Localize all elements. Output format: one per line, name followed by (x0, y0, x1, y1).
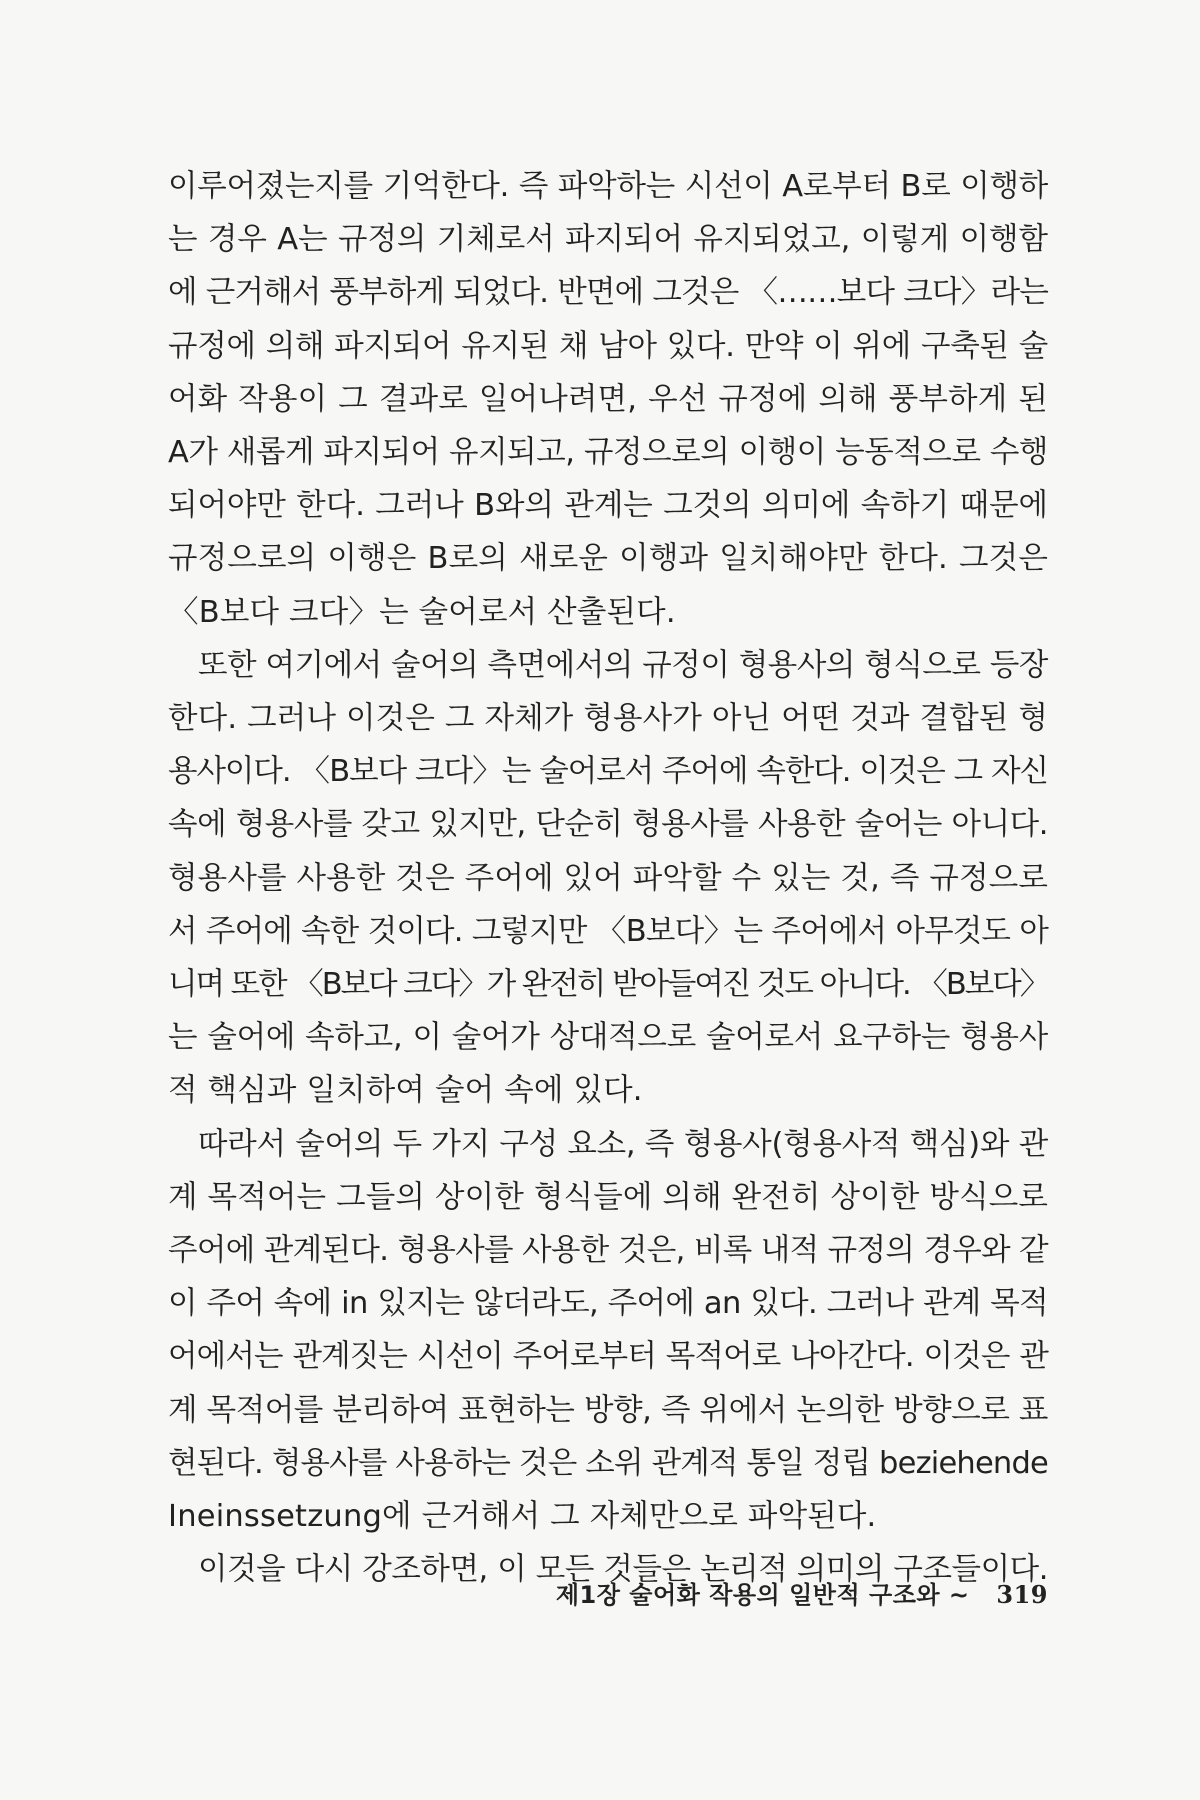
text-line: 이루어졌는지를 기억한다. 즉 파악하는 시선이 A로부터 B로 이행하 (168, 169, 1048, 204)
text-line: 이것을 다시 강조하면, 이 모든 것들은 논리적 의미의 구조들이다. (198, 1552, 1048, 1588)
text-line: 규정으로의 이행은 B로의 새로운 이행과 일치해야만 한다. 그것은 (168, 541, 1048, 577)
text-line: 적 핵심과 일치하여 술어 속에 있다. (168, 1073, 643, 1109)
text-line: A가 새롭게 파지되어 유지되고, 규정으로의 이행이 능동적으로 수행 (168, 435, 1048, 471)
text-line: 니며 또한 〈B보다 크다〉가 완전히 받아들여진 것도 아니다. 〈B보다〉 (168, 967, 1049, 1003)
text-line: 는 경우 A는 규정의 기체로서 파지되어 유지되었고, 이렇게 이행함 (168, 222, 1048, 258)
paragraph (168, 1118, 1048, 1544)
text-line: 어에서는 관계짓는 시선이 주어로부터 목적어로 나아간다. 이것은 관 (168, 1339, 1048, 1375)
text-line: 는 술어에 속하고, 이 술어가 상대적으로 술어로서 요구하는 형용사 (168, 1020, 1048, 1056)
text-line: 한다. 그러나 이것은 그 자체가 형용사가 아닌 어떤 것과 결합된 형 (168, 701, 1049, 737)
text-line: 규정에 의해 파지되어 유지된 채 남아 있다. 만약 이 위에 구축된 술 (168, 328, 1048, 364)
text-line: 이 주어 속에 in 있지는 않더라도, 주어에 an 있다. 그러나 관계 목적 (168, 1286, 1048, 1322)
text-line: 따라서 술어의 두 가지 구성 요소, 즉 형용사(형용사적 핵심)와 관 (198, 1126, 1048, 1162)
page-number: 319 (996, 1580, 1048, 1609)
text-line: 계 목적어를 분리하여 표현하는 방향, 즉 위에서 논의한 방향으로 표 (168, 1392, 1048, 1428)
text-line: 주어에 관계된다. 형용사를 사용한 것은, 비록 내적 규정의 경우와 같 (168, 1233, 1048, 1269)
text-line: 〈B보다 크다〉는 술어로서 산출된다. (168, 594, 676, 630)
text-line: 어화 작용이 그 결과로 일어나려면, 우선 규정에 의해 풍부하게 된 (168, 381, 1048, 417)
text-line: 계 목적어는 그들의 상이한 형식들에 의해 완전히 상이한 방식으로 (168, 1179, 1049, 1215)
text-line: 서 주어에 속한 것이다. 그렇지만 〈B보다〉는 주어에서 아무것도 아 (168, 913, 1048, 949)
text-line: 속에 형용사를 갖고 있지만, 단순히 형용사를 사용한 술어는 아니다. (168, 807, 1048, 843)
text-line: 되어야만 한다. 그러나 B와의 관계는 그것의 의미에 속하기 때문에 (168, 488, 1048, 524)
paragraph (168, 160, 1048, 639)
page-footer (168, 1575, 1048, 1610)
text-line: 형용사를 사용한 것은 주어에 있어 파악할 수 있는 것, 즉 규정으로 (168, 860, 1049, 896)
text-line: Ineinssetzung에 근거해서 그 자체만으로 파악된다. (168, 1499, 877, 1535)
text-line: 현된다. 형용사를 사용하는 것은 소위 관계적 통일 정립 beziehende (168, 1445, 1048, 1481)
text-line: 용사이다. 〈B보다 크다〉는 술어로서 주어에 속한다. 이것은 그 자신 (168, 754, 1048, 790)
running-head: 제1장 술어화 작용의 일반적 구조와 ~ (555, 1581, 970, 1609)
body-text (168, 160, 1048, 1596)
text-line: 또한 여기에서 술어의 측면에서의 규정이 형용사의 형식으로 등장 (198, 647, 1048, 683)
text-line: 에 근거해서 풍부하게 되었다. 반면에 그것은 〈……보다 크다〉라는 (168, 275, 1048, 311)
paragraph (168, 639, 1048, 1118)
